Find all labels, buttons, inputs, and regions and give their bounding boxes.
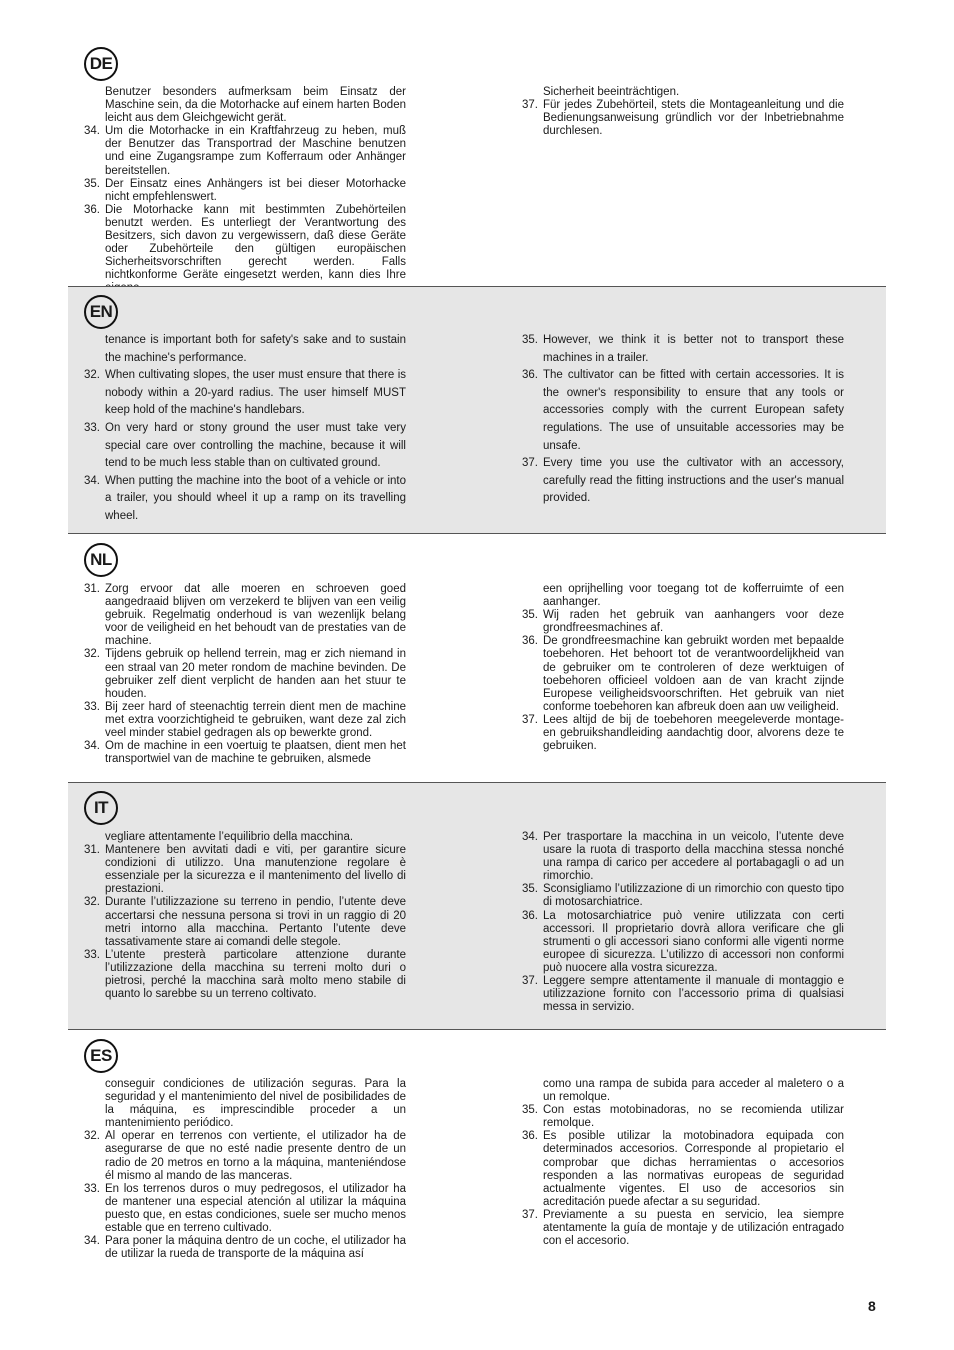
section-de (68, 38, 886, 286)
list-item: 32. When cultivating slopes, the user must ensure that there is nobody within a 20-yard radius. The user himself MUST keep hold of the machine's handlebars. (84, 369, 406, 417)
list-item: conseguir condiciones de utilización seguras. Para la seguridad y el mantenimiento del nivel de posibilidades de la máquina, es imprescindible proceder a un mantenimiento periódico. (105, 1078, 406, 1130)
column-left-it (84, 831, 406, 1001)
list-item: como una rampa de subida para acceder al maletero o a un remolque. (543, 1078, 844, 1104)
column-right-es (522, 1078, 844, 1248)
list-item: 32. Al operar en terrenos con vertiente, el utilizador ha de asegurarse de que no esté nadie presente dentro de un radio de 20 metros en torno a la máquina, manteniéndose él mismo al mando de las manceras. (84, 1130, 406, 1182)
list-item: 33. En los terrenos duros o muy pedregosos, el utilizador ha de mantener una especial atención al utilizar la máquina puesto que, en estas condiciones, suele ser mucho menos estable que en terreno cultivado. (84, 1182, 406, 1235)
language-badge-nl: NL (84, 543, 118, 577)
section-nl (68, 534, 886, 782)
list-item: vegliare attentamente l’equilibrio della macchina. (105, 831, 354, 843)
list-item: 34. Om de machine in een voertuig te plaatsen, dient men het transportwiel van de machine te gebruiken, alsmede (84, 740, 406, 766)
list-item: 37. Für jedes Zubehörteil, stets die Montageanleitung und die Bedienungsanweisung gründlich vor der Inbetriebnahme durchlesen. (522, 99, 844, 138)
column-right-nl (522, 583, 844, 753)
list-item: 34. Um die Motorhacke in ein Kraftfahrzeug zu heben, muß der Benutzer das Transportrad der Maschine benutzen und eine Zugangsrampe zum Kofferraum oder Anhänger bereitstellen. (84, 125, 406, 177)
list-item: 35. Sconsigliamo l’utilizzazione di un rimorchio con questo tipo di motosarchiatrice. (522, 883, 844, 909)
list-item: Sicherheit beeinträchtigen. (543, 86, 680, 98)
list-item: 34. When putting the machine into the boot of a vehicle or into a trailer, you should wheel it up a ramp on its travelling wheel. (84, 474, 406, 522)
list-item: 36. The cultivator can be fitted with certain accessories. It is the owner's responsibility to ensure that any tools or accessories comply with the current European safety regulations. The use of unsuitable accessories may be unsafe. (522, 369, 844, 452)
list-item: tenance is important both for safety's sake and to sustain the machine's performance. (105, 334, 406, 364)
list-item: 35. Con estas motobinadoras, no se recomienda utilizar remolque. (522, 1104, 844, 1130)
list-item: 36. La motosarchiatrice può venire utilizzata con certi accessori. Il proprietario dovrà allora verificare che gli strumenti o gli accessori siano conformi alle vigenti norme europee di sicurezza. L’utilizzo di accessori non conformi può nuocere alla vostra sicurezza. (522, 909, 844, 974)
column-left-en (84, 332, 406, 526)
section-es (68, 1030, 886, 1275)
list-item: 37. Every time you use the cultivator with an accessory, carefully read the fitting instructions and the user's manual provided. (522, 457, 844, 505)
list-item: 35. Der Einsatz eines Anhängers ist bei dieser Motorhacke nicht empfehlenswert. (84, 177, 406, 203)
language-badge-it: IT (84, 791, 118, 825)
list-item: 33. On very hard or stony ground the user must take very special care over controlling the machine, because it will tend to be much less stable than on cultivated ground. (84, 421, 406, 470)
list-item: Benutzer besonders aufmerksam beim Einsatz der Maschine sein, da die Motorhacke auf einem harten Boden leicht aus dem Gleichgewicht gerät. (105, 86, 406, 125)
column-left-de (84, 86, 406, 296)
list-item: 36. Es posible utilizar la motobinadora equipada con determinados accesorios. Corresponde al propietario el comprobar que dichas herramientas o accesorios responden a las normativas europeas de seguridad actualmente vigentes. El uso de accesorios sin acreditación puede afectar a su seguridad. (522, 1130, 844, 1208)
list-item: 31. Zorg ervoor dat alle moeren en schroeven goed aangedraaid blijven om verzekerd te blijven van een veilig gebruik. Regelmatig onderhoud is van wezenlijk belang voor de veiligheid en het behoudt van de prestaties van de machine. (84, 583, 406, 648)
column-right-de (522, 86, 844, 138)
list-item: 32. Durante l’utilizzazione su terreno in pendio, l’utente deve accertarsi che nessuna persona si trovi in un raggio di 20 metri intorno alla macchina. Pertanto l’utente deve tassativamente stare ai comandi delle stegole. (84, 896, 406, 948)
column-left-es (84, 1078, 406, 1261)
list-item: 31. Mantenere ben avvitati dadi e viti, per garantire sicure condizioni di utilizzo. Una manutenzione regolare è essenziale per la sicurezza e il mantenimento del livello di prestazioni. (84, 844, 406, 896)
list-item: 37. Previamente a su puesta en servicio, lea siempre atentamente la guía de montaje y de utilización entragado con el accesorio. (522, 1208, 844, 1248)
list-item: 36. De grondfreesmachine kan gebruikt worden met bepaalde toebehoren. Het behoort tot de verantwoordelijkheid van de gebruiker om te controleren of deze werktuigen of toebehoren officieel voldoen aan de van kracht zijnde Europese veiligheidsvoorschriften. Het gebruik van niet conforme toebehoren kan afbreuk doen aan uw veiligheid. (522, 635, 844, 713)
list-item: 37. Lees altijd de bij de toebehoren meegeleverde montage- en gebruikshandleiding aandachtig door, alvorens deze te gebruiken. (522, 713, 844, 753)
language-badge-en: EN (84, 295, 118, 329)
list-item: 34. Per trasportare la macchina in un veicolo, l’utente deve usare la ruota di trasporto della macchina stessa nonché una rampa di carico per accedere al portabagagli o ad un rimorchio. (522, 831, 844, 883)
list-item: 34. Para poner la máquina dentro de un coche, el utilizador ha de utilizar la rueda de transporte de la máquina así (84, 1235, 406, 1261)
list-item: 37. Leggere sempre attentamente il manuale di montaggio e utilizzazione fornito con l’accessorio prima di qualsiasi messa in servizio. (522, 975, 844, 1014)
list-item: 33. Bij zeer hard of steenachtig terrein dient men de machine met extra voorzichtigheid te gebruiken, want deze zal zich veel minder stabiel gedragen als op bewerkte grond. (84, 700, 406, 740)
column-right-en (522, 332, 844, 508)
section-it (68, 782, 886, 1030)
list-item: 32. Tijdens gebruik op hellend terrein, mag er zich niemand in een straal van 20 meter rondom de machine bevinden. De gebruiker zelf dient verplicht de handen aan het stuur te houden. (84, 648, 406, 700)
column-left-nl (84, 583, 406, 766)
list-item: 36. Die Motorhacke kann mit bestimmten Zubehörteilen benutzt werden. Es unterliegt der Verantwortung des Besitzers, sich davon zu vergewissern, daß diese Geräte oder Zubehörteile den gültigen europäischen Sicherheitsvorschriften gerecht werden. Falls nichtkonforme Geräte eingesetzt werden, kann dies Ihre (84, 203, 406, 282)
page-number: 8 (868, 1298, 876, 1314)
language-badge-es: ES (84, 1039, 118, 1073)
language-badge-de: DE (84, 47, 118, 81)
list-item: 35. However, we think it is better not to transport these machines in a trailer. (522, 334, 844, 364)
list-item: 33. L’utente presterà particolare attenzione durante l’utilizzazione della macchina su terreni molto duri o pietrosi, perché la macchina sarà molto meno stabile di quanto lo sarebbe su un terreno coltivato. (84, 948, 406, 1001)
column-right-it (522, 831, 844, 1014)
list-item: een oprijhelling voor toegang tot de kofferruimte of een aanhanger. (543, 583, 844, 609)
list-item: 35. Wij raden het gebruik van aanhangers voor deze grondfreesmachines af. (522, 609, 844, 635)
section-en (68, 286, 886, 534)
